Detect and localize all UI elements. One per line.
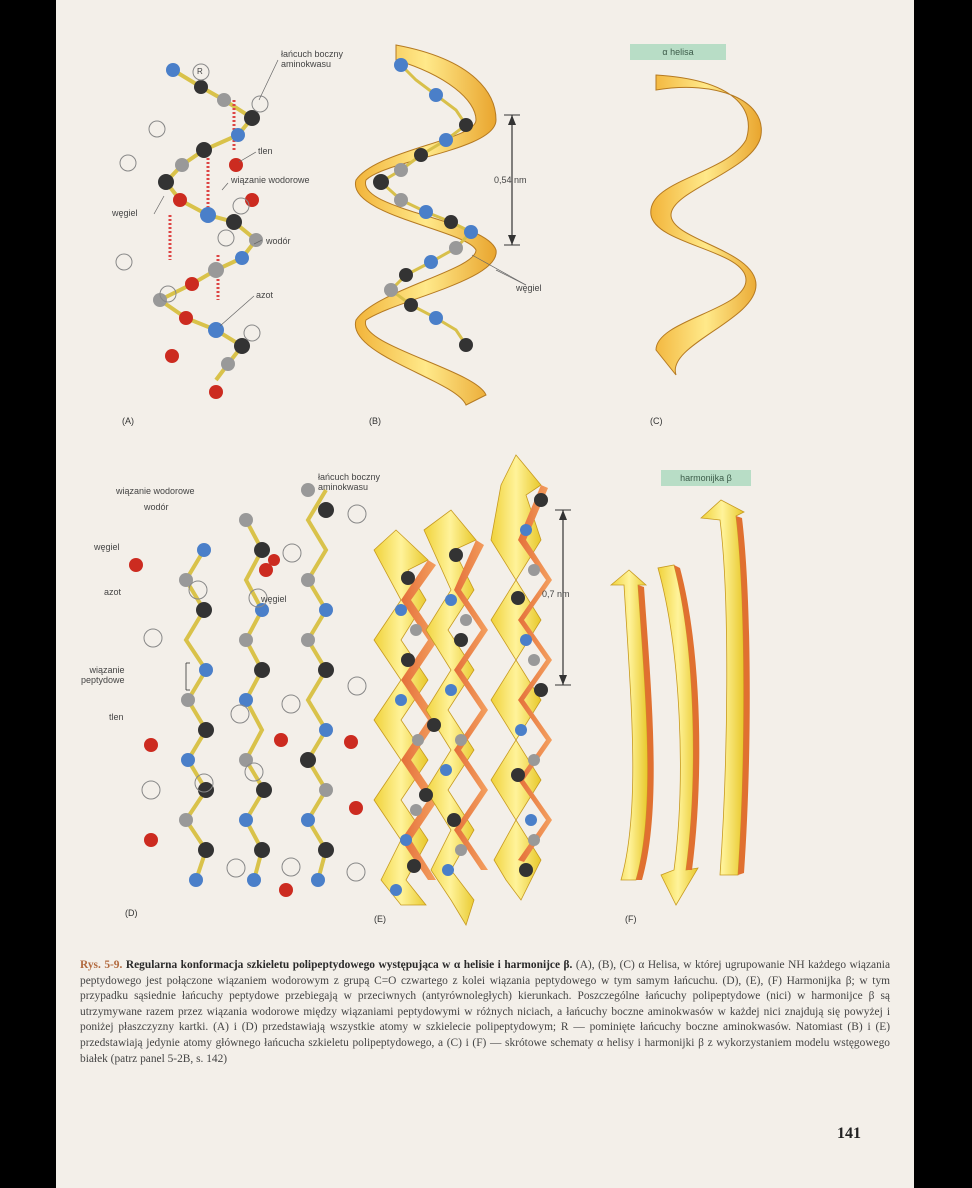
tag-alpha-helix: α helisa (630, 44, 726, 60)
label-a-hydrogen: wodór (266, 236, 291, 246)
label-b-distance: 0,54 nm (494, 175, 527, 185)
caption-number: Rys. 5-9. (80, 959, 123, 971)
label-a-oxygen: tlen (258, 146, 273, 156)
label-r: R (197, 67, 203, 76)
panel-a-helix-atoms (116, 60, 278, 399)
panel-e-letter: (E) (374, 914, 386, 924)
panel-f-letter: (F) (625, 914, 637, 924)
panel-b-helix-backbone (355, 45, 526, 405)
label-d-oxygen: tlen (109, 712, 124, 722)
panel-c-helix-ribbon (651, 75, 762, 375)
label-a-nitrogen: azot (256, 290, 274, 300)
label-d-peptide-bond: wiązanie peptydowe (81, 665, 125, 685)
panel-e-sheet-backbone (374, 455, 571, 925)
panel-a-letter: (A) (122, 416, 134, 426)
book-page (56, 0, 914, 1188)
panel-b-letter: (B) (369, 416, 381, 426)
label-d-carbon-left: węgiel (94, 542, 120, 552)
label-d-nitrogen: azot (104, 587, 122, 597)
label-d-hydrogen: wodór (144, 502, 169, 512)
tag-beta-sheet: harmonijka β (661, 470, 751, 486)
label-d-side-chain: łańcuch boczny aminokwasu (318, 472, 381, 492)
figure-caption (80, 958, 890, 1067)
panel-d-letter: (D) (125, 908, 138, 918)
label-e-distance: 0,7 nm (542, 589, 570, 599)
label-a-carbon: węgiel (112, 208, 138, 218)
label-b-carbon: węgiel (516, 283, 542, 293)
caption-body: (A), (B), (C) α Helisa, w której ugrupowanie NH każdego wiązania peptydowego jest połączone wiązaniem wodorowym z grupą C=O czwartego z kolei wiązania peptydowego w tym samym łańcuchu. (D), (E), (F) Harmonijka β; w tym przypadku sąsiednie łańcuchy peptydowe przebiegają w przeciwnych (antyrównoległych) kierunkach. Poszczególne łańcuchy polipeptydowe (nici) w harmonijce β są utrzymywane razem przez wiązania wodorowe między wiązaniami peptydowymi w różnych niciach, a łańcuchy boczne aminokwasów w każdej nici znajdują się powyżej i poniżej płaszczyzny kartki. (A) i (D) przedstawiają wszystkie atomy w szkielecie polipeptydowym; R — pominięte łańcuchy boczne aminokwasów. Natomiast (B) i (E) przedstawiają jedynie atomy głównego łańcucha szkieletu polipeptydowego, a (C) i (F) — skrótowe schematy α helisy i harmonijki β z wykorzystaniem modelu wstęgowego białek (patrz panel 5-2B, s. 142) (80, 959, 891, 1065)
label-a-side-chain: łańcuch boczny aminokwasu (281, 49, 344, 69)
figure-illustration (56, 0, 914, 950)
label-d-hbond: wiązanie wodorowe (116, 486, 195, 496)
panel-f-sheet-ribbon (611, 500, 750, 905)
panel-d-sheet-atoms (129, 483, 366, 897)
panel-c-letter: (C) (650, 416, 663, 426)
caption-title: Regularna konformacja szkieletu polipeptydowego występująca w α helisie i harmonijce β. (125, 959, 573, 971)
label-a-hbond: wiązanie wodorowe (231, 175, 310, 185)
page-number: 141 (837, 1125, 861, 1142)
label-d-carbon-right: węgiel (261, 594, 287, 604)
